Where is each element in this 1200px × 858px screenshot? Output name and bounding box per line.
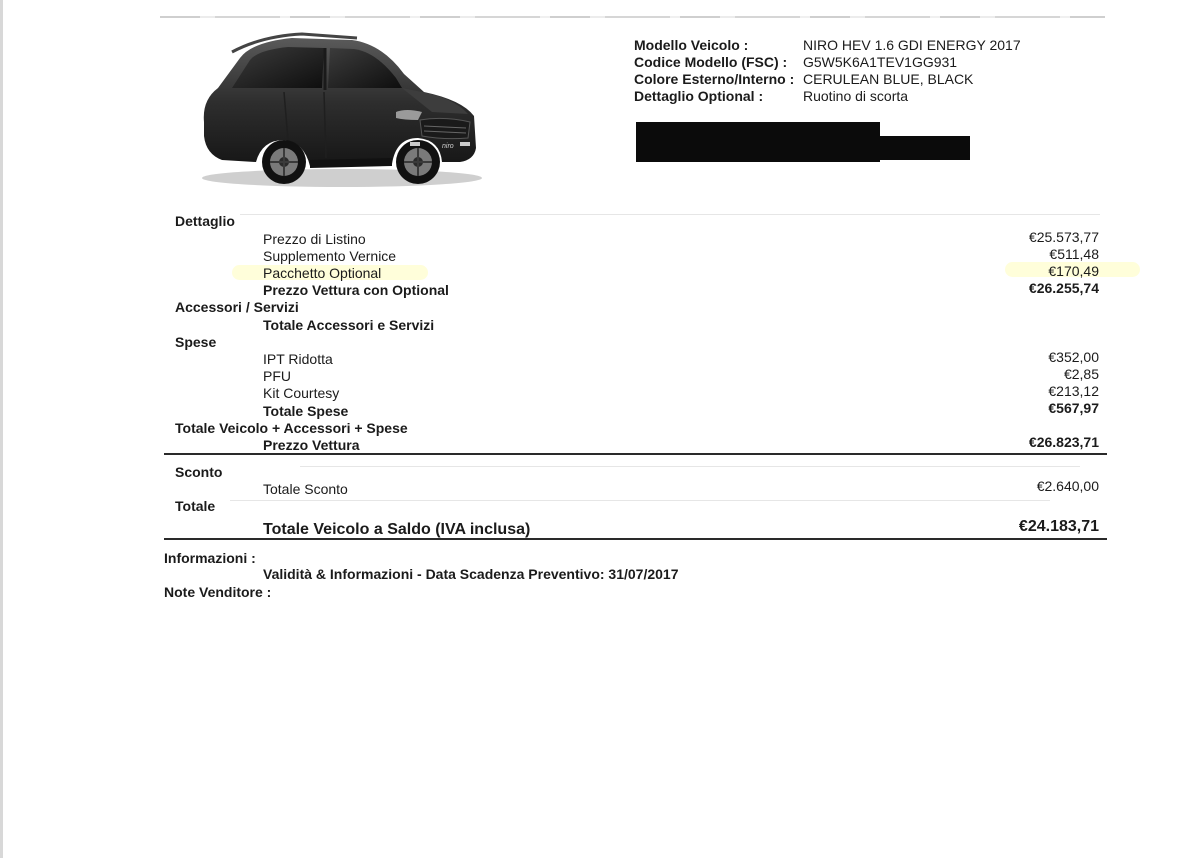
scan-artifact [240, 214, 1100, 215]
optional-label: Dettaglio Optional : [634, 88, 764, 104]
color-value: CERULEAN BLUE, BLACK [803, 71, 974, 87]
optional-value: Ruotino di scorta [803, 88, 909, 104]
scan-artifact [230, 500, 1050, 501]
row-label: Prezzo di Listino [263, 231, 366, 247]
divider-line [164, 538, 1107, 540]
prezzo-vettura-amount: €26.823,71 [1028, 434, 1099, 450]
faded-header-line [160, 16, 1105, 18]
totale-veicolo-heading: Totale Veicolo + Accessori + Spese [175, 420, 408, 436]
totale-saldo-label: Totale Veicolo a Saldo (IVA inclusa) [263, 521, 531, 538]
spese-total-amount: €567,97 [1048, 400, 1099, 416]
redacted-block [636, 122, 880, 162]
totale-saldo-amount: €24.183,71 [1018, 518, 1099, 535]
accessori-heading: Accessori / Servizi [175, 299, 299, 315]
scan-edge [0, 0, 3, 858]
dettaglio-total-label: Prezzo Vettura con Optional [263, 282, 449, 298]
row-amount: €213,12 [1048, 383, 1099, 399]
sconto-amount: €2.640,00 [1036, 478, 1099, 494]
spese-heading: Spese [175, 334, 217, 350]
spese-total-label: Totale Spese [263, 403, 349, 419]
sconto-label: Totale Sconto [263, 481, 348, 497]
car-photo-icon [192, 30, 484, 190]
row-label: Supplemento Vernice [263, 248, 397, 264]
informazioni-text: Validità & Informazioni - Data Scadenza Preventivo: 31/07/2017 [263, 566, 679, 582]
dettaglio-heading: Dettaglio [175, 213, 235, 229]
row-label: Pacchetto Optional [263, 265, 382, 281]
sconto-heading: Sconto [175, 464, 223, 480]
code-value: G5W5K6A1TEV1GG931 [803, 54, 958, 70]
model-label: Modello Veicolo : [634, 37, 749, 53]
redacted-block-tail [872, 136, 970, 160]
accessori-total-label: Totale Accessori e Servizi [263, 317, 435, 333]
informazioni-heading: Informazioni : [164, 550, 256, 566]
note-venditore-heading: Note Venditore : [164, 584, 272, 600]
row-label: Kit Courtesy [263, 385, 340, 401]
totale-heading: Totale [175, 498, 216, 514]
row-label: IPT Ridotta [263, 351, 333, 367]
scan-artifact [300, 466, 1080, 467]
svg-text:niro: niro [442, 143, 454, 150]
row-label: PFU [263, 368, 291, 384]
model-value: NIRO HEV 1.6 GDI ENERGY 2017 [803, 37, 1021, 53]
color-label: Colore Esterno/Interno : [634, 71, 795, 87]
row-amount: €170,49 [1048, 263, 1099, 279]
row-amount: €25.573,77 [1028, 229, 1099, 245]
code-label: Codice Modello (FSC) : [634, 54, 788, 70]
dettaglio-total-amount: €26.255,74 [1028, 280, 1099, 296]
row-amount: €2,85 [1063, 366, 1099, 382]
divider-line [164, 453, 1107, 455]
prezzo-vettura-label: Prezzo Vettura [263, 437, 360, 453]
row-amount: €352,00 [1048, 349, 1099, 365]
row-amount: €511,48 [1049, 246, 1099, 262]
